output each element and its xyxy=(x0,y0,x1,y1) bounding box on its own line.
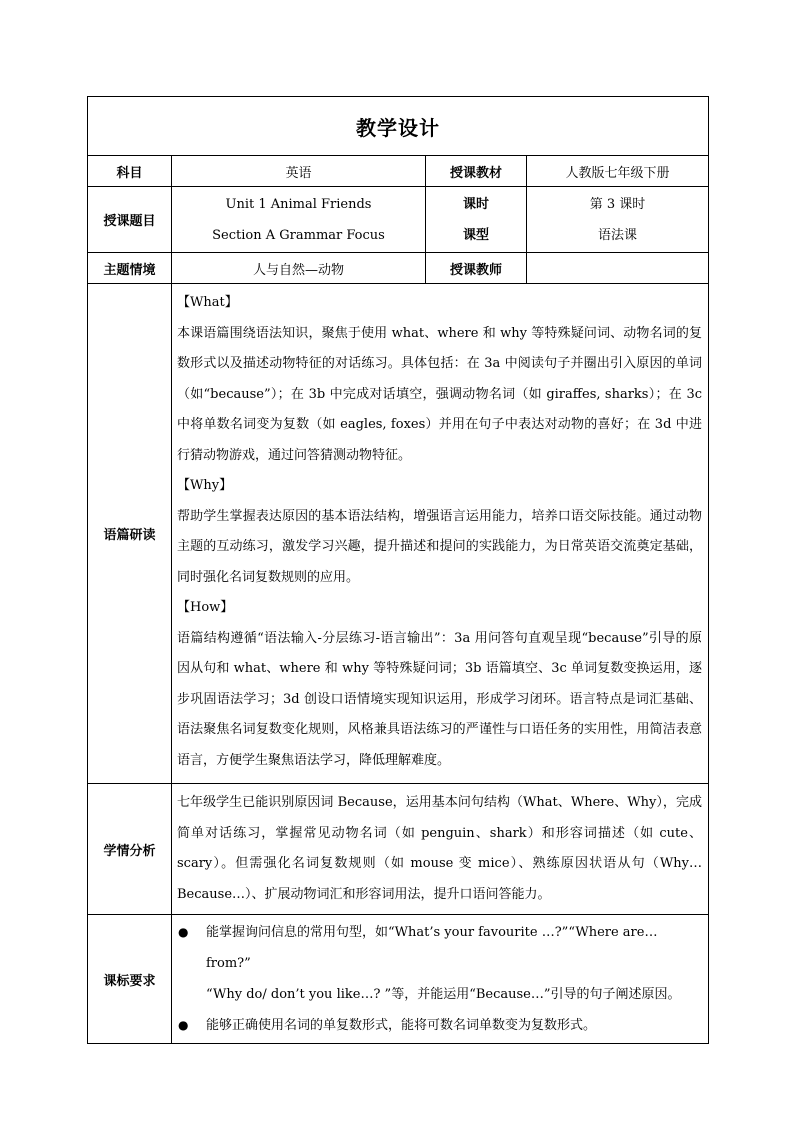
textbook-value: 人教版七年级下册 xyxy=(527,156,709,187)
what-paragraph: 本课语篇围绕语法知识，聚焦于使用 what、where 和 why 等特殊疑问词、动物名词的复数形式以及描述动物特征的对话练习。具体包括：在 3a 中阅读句子并圈出引入原因的单词（如“because”）；在 3b 中完成对话填空，强调动物名词（如 giraffes, sharks）；在 3c 中将单数名词变为复数（如 eagles, foxes）并用在句子中表达对动物的喜好；在 3d 中进行猜动物游戏，通过问答猜测动物特征。 xyxy=(177,325,702,463)
period-value: 第 3 课时 xyxy=(589,196,646,212)
period-type-labels xyxy=(426,187,527,253)
type-value: 语法课 xyxy=(597,227,637,243)
what-heading: 【What】 xyxy=(177,295,238,310)
learner-analysis-paragraph: 七年级学生已能识别原因词 Because，运用基本问句结构（What、Where、Why），完成简单对话练习，掌握常见动物名词（如 penguin、shark）和形容词描述（如 cute、scary）。但需强化名词复数规则（如 mouse 变 mice）、熟练原因状语从句（Why…Because…）、扩展动物词汇和形容词用法，提升口语问答能力。 xyxy=(177,795,702,902)
how-heading: 【How】 xyxy=(177,600,234,615)
standard-item-2-text: 能够正确使用名词的单复数形式，能将可数名词单数变为复数形式。 xyxy=(206,1018,597,1033)
teacher-label: 授课教师 xyxy=(426,253,527,284)
teacher-value xyxy=(527,253,709,284)
period-type-values xyxy=(527,187,709,253)
topic-line-1: Unit 1 Animal Friends xyxy=(225,196,372,212)
learner-analysis-label: 学情分析 xyxy=(88,784,172,915)
theme-value: 人与自然—动物 xyxy=(172,253,426,284)
topic-label: 授课题目 xyxy=(88,187,172,253)
how-paragraph: 语篇结构遵循“语法输入-分层练习-语言输出”：3a 用问答句直观呈现“because”引导的原因从句和 what、where 和 why 等特殊疑问词；3b 语篇填空、3c 单词复数变换运用，逐步巩固语法学习；3d 创设口语情境实现知识运用，形成学习闭环。语言特点是词汇基础、语法聚焦名词复数变化规则，风格兼具语法练习的严谨性与口语任务的实用性，用简洁表意语言，方便学生聚焦语法学习，降低理解难度。 xyxy=(177,630,702,768)
standard-item-2 xyxy=(178,1010,702,1041)
standard-item-1-line-2: “Why do/ don’t you like…? ”等，并能运用“Because…”引导的句子阐述原因。 xyxy=(206,987,681,1002)
why-heading: 【Why】 xyxy=(177,478,233,493)
bullet-icon: ● xyxy=(178,925,189,939)
page-title: 教学设计 xyxy=(88,97,709,156)
bullet-icon: ● xyxy=(178,1018,189,1032)
curriculum-standards-content xyxy=(172,915,709,1044)
subject-value: 英语 xyxy=(172,156,426,187)
why-paragraph: 帮助学生掌握表达原因的基本语法结构，增强语言运用能力，培养口语交际技能。通过动物主题的互动练习，激发学习兴趣，提升描述和提问的实践能力，为日常英语交流奠定基础，同时强化名词复数规则的应用。 xyxy=(177,508,702,585)
subject-label: 科目 xyxy=(88,156,172,187)
topic-value xyxy=(172,187,426,253)
period-label: 课时 xyxy=(462,196,489,212)
learner-analysis-content xyxy=(172,784,709,915)
standard-item-1-line-1: 能掌握询问信息的常用句型，如“What’s your favourite …?”“Where are… from?” xyxy=(206,925,658,971)
curriculum-standards-label: 课标要求 xyxy=(88,915,172,1044)
text-analysis-content xyxy=(172,284,709,784)
topic-line-2: Section A Grammar Focus xyxy=(212,227,385,243)
textbook-label: 授课教材 xyxy=(426,156,527,187)
lesson-plan-table xyxy=(87,96,709,1044)
theme-label: 主题情境 xyxy=(88,253,172,284)
type-label: 课型 xyxy=(462,227,489,243)
standard-item-1 xyxy=(178,917,702,979)
text-analysis-label: 语篇研读 xyxy=(88,284,172,784)
